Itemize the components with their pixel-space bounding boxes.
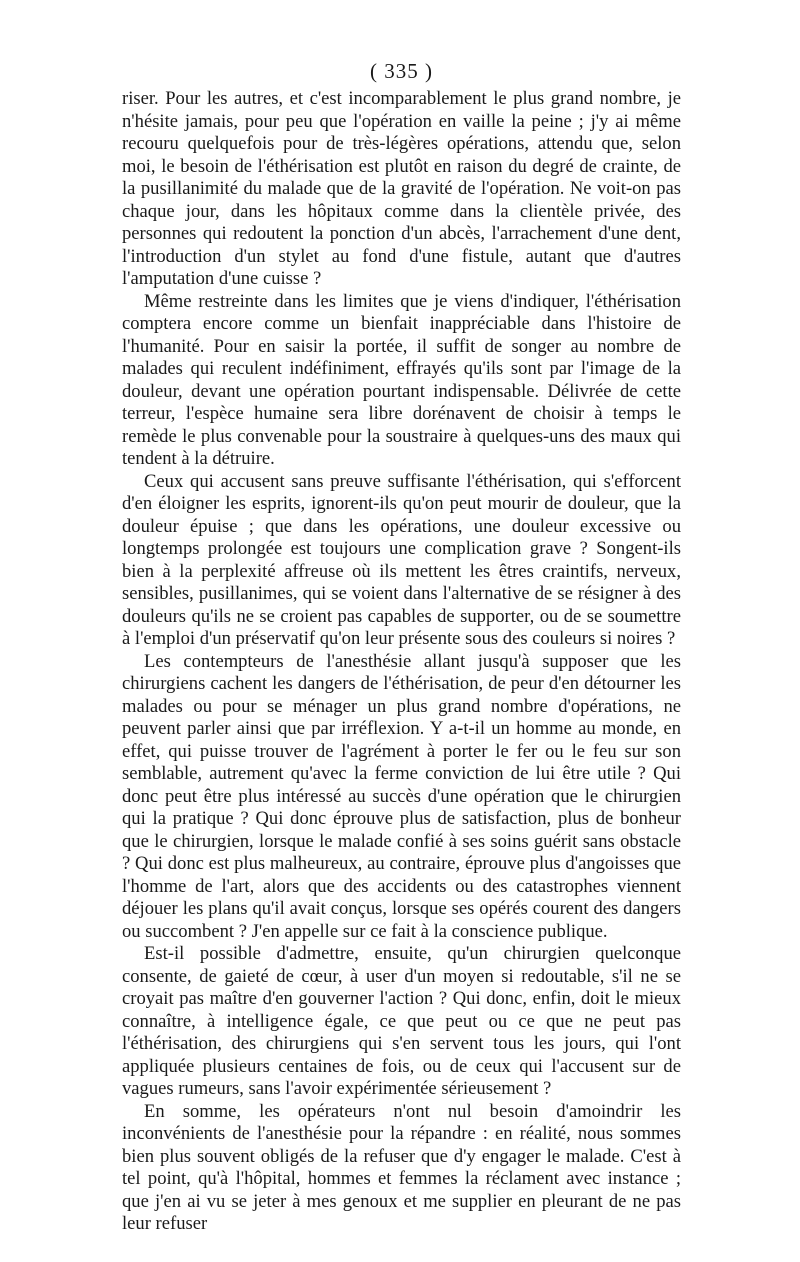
paragraph: Ceux qui accusent sans preuve suffisante l'éthérisation, qui s'efforcent d'en éloigner les esprits, ignorent-ils qu'on peut mourir de douleur, que la douleur épuise ; que dans les opérations, une douleur excessive ou longtemps prolongée est toujours une complication grave ? Songent-ils bien à la perplexité affreuse où ils mettent les êtres craintifs, nerveux, sensibles, pusillanimes, qui se voient dans l'alternative de se résigner à des douleurs qu'ils ne se croient pas capables de supporter, ou de se soumettre à l'emploi d'un préservatif qu'on leur présente sous des couleurs si noires ? xyxy=(122,470,681,649)
page-number: ( 335 ) xyxy=(370,59,433,83)
paragraph: Les contempteurs de l'anesthésie allant jusqu'à supposer que les chirurgiens cachent les dangers de l'éthérisation, de peur d'en détourner les malades ou pour se ménager un plus grand nombre d'opérations, ne peuvent parler ainsi que par irréflexion. Y a-t-il un homme au monde, en effet, qui puisse trouver de l'agrément à porter le fer ou le feu sur son semblable, autrement qu'avec la ferme conviction de lui être utile ? Qui donc peut être plus intéressé au succès d'une opération que le chirurgien qui la pratique ? Qui donc éprouve plus de satisfaction, plus de bonheur que le chirurgien, lorsque le malade confié à ses soins guérit sans obstacle ? Qui donc est plus malheureux, au contraire, éprouve plus d'angoisses que l'homme de l'art, alors que des accidents ou des catastrophes viennent déjouer les plans qu'il avait conçus, lorsque ses opérés courent des dangers ou succombent ? J'en appelle sur ce fait à la conscience publique. xyxy=(122,650,681,942)
paragraph: En somme, les opérateurs n'ont nul besoin d'amoindrir les inconvénients de l'anesthésie pour la répandre : en réalité, nous sommes bien plus souvent obligés de la refuser que d'y engager le malade. C'est à tel point, qu'à l'hôpital, hommes et femmes la réclament avec instance ; que j'en ai vu se jeter à mes genoux et me supplier en pleurant de ne pas leur refuser xyxy=(122,1100,681,1234)
paragraph: Même restreinte dans les limites que je viens d'indiquer, l'éthérisation comptera encore comme un bienfait inappréciable dans l'histoire de l'humanité. Pour en saisir la portée, il suffit de songer au nombre de malades qui reculent indéfiniment, effrayés qu'ils sont par l'image de la douleur, devant une opération pourtant indispensable. Délivrée de cette terreur, l'espèce humaine sera libre dorénavent de choisir à temps le remède le plus convenable pour la soustraire à quelques-uns des maux qui tendent à la détruire. xyxy=(122,290,681,469)
body-text xyxy=(122,88,681,1236)
paragraph-continuation: riser. Pour les autres, et c'est incomparablement le plus grand nombre, je n'hésite jamais, pour peu que l'opération en vaille la peine ; j'y ai même recouru quelquefois pour de très-légères opérations, attendu que, selon moi, le besoin de l'éthérisation est plutôt en raison du degré de crainte, de la pusillanimité du malade que de la gravité de l'opération. Ne voit-on pas chaque jour, dans les hôpitaux comme dans la clientèle privée, des personnes qui redoutent la ponction d'un abcès, l'arrachement d'une dent, l'introduction d'un stylet au fond d'une fistule, autant que d'autres l'amputation d'une cuisse ? xyxy=(122,88,681,289)
paragraph: Est-il possible d'admettre, ensuite, qu'un chirurgien quelconque consente, de gaieté de cœur, à user d'un moyen si redoutable, s'il ne se croyait pas maître d'en gouverner l'action ? Qui donc, enfin, doit le mieux connaître, à intelligence égale, ce que peut ou ce que ne peut pas l'éthérisation, des chirurgiens qui s'en servent tous les jours, qui l'ont appliquée plusieurs centaines de fois, ou de ceux qui l'accusent sur de vagues rumeurs, sans l'avoir expérimentée sérieusement ? xyxy=(122,943,681,1099)
